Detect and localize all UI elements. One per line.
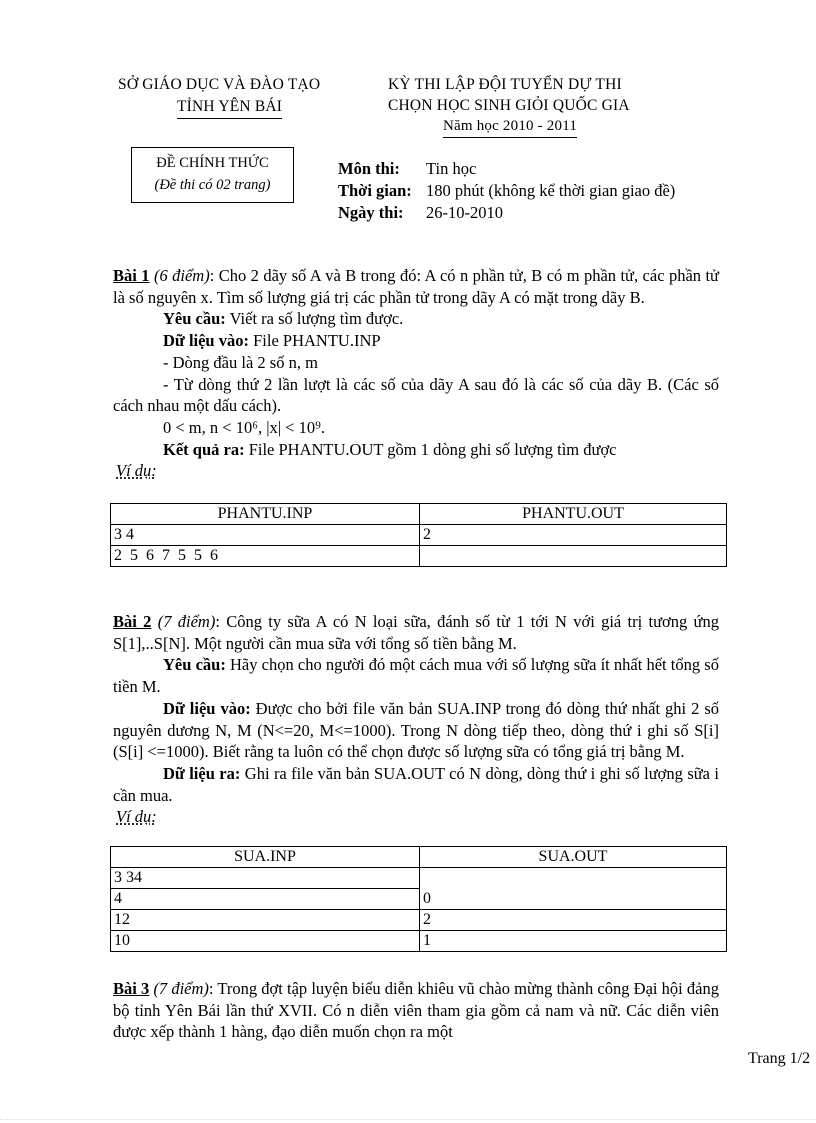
page-bottom-rule [0, 1119, 816, 1120]
time-label: Thời gian: [338, 181, 412, 200]
problem-2-statement: : Công ty sữa A có N loại sữa, đánh số từ 1 tới N với giá trị tương ứng S[1],..S[N]. Một người cần mua sữa với tổng số tiền bằng M. [113, 612, 719, 653]
problem-1-statement: : Cho 2 dãy số A và B trong đó: A có n phần tử, B có m phần tử, các phần tử là số nguyên x. Tìm số lượng giá trị các phần tử trong dãy A có mặt trong dãy B. [113, 266, 719, 307]
subject-row [338, 158, 675, 180]
requirement-text: Hãy chọn cho người đó một cách mua với số lượng sữa ít nhất hết tổng số tiền M. [113, 655, 719, 697]
problem-1-title: Bài 1 [113, 266, 150, 285]
problem-1-requirement [113, 308, 719, 330]
table-cell: 12 [111, 910, 420, 931]
output-text: Ghi ra file văn bản SUA.OUT có N dòng, dòng thứ i ghi số lượng sữa i cần mua. [113, 763, 719, 805]
problem-1-points: (6 điểm) [153, 266, 210, 285]
problem-3-title: Bài 3 [113, 979, 150, 998]
table-row [111, 931, 727, 952]
output-label: Kết quả ra: [163, 439, 245, 459]
requirement-label: Yêu cầu: [163, 655, 226, 675]
exam-title-line1: KỲ THI LẬP ĐỘI TUYỂN DỰ THI [388, 76, 622, 93]
table-row [111, 868, 727, 889]
problem-2-requirement [113, 654, 719, 697]
problem-3-points: (7 điểm) [153, 979, 209, 998]
subject-value: Tin học [426, 159, 477, 178]
table-cell: 2 [420, 525, 727, 546]
table-cell [420, 546, 727, 567]
exam-title-line2: CHỌN HỌC SINH GIỎI QUỐC GIA [388, 97, 630, 114]
problem-1-intro [113, 265, 719, 308]
table-cell: 0 [420, 889, 727, 910]
problem-1-input [113, 330, 719, 352]
table-cell: 3 4 [111, 525, 420, 546]
table-cell: 2 5 6 7 5 5 6 [111, 546, 420, 567]
requirement-label: Yêu cầu: [163, 309, 226, 329]
official-exam-label: ĐỀ CHÍNH THỨC [156, 155, 269, 171]
problem-2-example-label: Ví dụ: [116, 807, 157, 827]
table-cell: 10 [111, 931, 420, 952]
requirement-text: Viết ra số lượng tìm được. [225, 309, 404, 329]
problem-3-intro [113, 978, 719, 1043]
problem-2-output [113, 763, 719, 806]
official-exam-box [131, 147, 294, 203]
problem-2-example-table [110, 846, 727, 952]
table-row [111, 910, 727, 931]
problem-1-output [113, 439, 719, 461]
table-cell: 3 34 [111, 868, 420, 889]
problem-1-constraint: 0 < m, n < 10⁶, |x| < 10⁹. [163, 417, 325, 437]
time-row [338, 180, 675, 202]
output-text: File PHANTU.OUT gồm 1 dòng ghi số lượng tìm được [244, 439, 617, 459]
problem-1-example-label: Ví dụ: [116, 461, 157, 481]
problem-1-input-line1: - Dòng đầu là 2 số n, m [163, 352, 318, 372]
page-number: Trang 1/2 [748, 1050, 811, 1067]
subject-label: Môn thi: [338, 159, 400, 178]
date-row [338, 202, 675, 224]
table-header: SUA.OUT [420, 847, 727, 868]
input-label: Dữ liệu vào: [163, 331, 249, 351]
problem-2 [113, 611, 719, 828]
output-label: Dữ liệu ra: [163, 763, 241, 783]
input-label: Dữ liệu vào: [163, 698, 251, 718]
table-cell: 2 [420, 910, 727, 931]
table-header: PHANTU.INP [111, 504, 420, 525]
problem-2-points: (7 điểm) [157, 612, 216, 631]
school-year: Năm học 2010 - 2011 [443, 118, 577, 138]
exam-info [338, 158, 675, 224]
table-cell: 4 [111, 889, 420, 910]
date-label: Ngày thi: [338, 203, 404, 222]
table-row [111, 546, 727, 567]
problem-2-title: Bài 2 [113, 612, 152, 631]
problem-3 [113, 978, 719, 1043]
table-header: SUA.INP [111, 847, 420, 868]
date-value: 26-10-2010 [426, 203, 503, 222]
table-header-row [111, 847, 727, 868]
problem-3-statement: : Trong đợt tập luyện biểu diễn khiêu vũ chào mừng thành công Đại hội đảng bộ tỉnh Yên Bái lần thứ XVII. Có n diễn viên tham gia gồm cả nam và nữ. Các diễn viên được xếp thành 1 hàng, đạo diễn muốn chọn ra một [113, 979, 719, 1042]
table-cell: 1 [420, 931, 727, 952]
table-row [111, 525, 727, 546]
table-row [111, 889, 727, 910]
time-value: 180 phút (không kể thời gian giao đề) [426, 181, 676, 200]
input-text: File PHANTU.INP [248, 331, 381, 351]
input-text: Được cho bởi file văn bản SUA.INP trong đó dòng thứ nhất ghi 2 số nguyên dương N, M (N<=20, M<=1000). Trong N dòng tiếp theo, dòng thứ i ghi số S[i] (S[i] <=1000). Biết rằng ta luôn có thể chọn được số lượng sữa có tổng giá trị bằng M. [113, 698, 719, 762]
table-header-row [111, 504, 727, 525]
page-count-note: (Đề thi có 02 trang) [154, 177, 271, 193]
school-department: SỞ GIÁO DỤC VÀ ĐÀO TẠO [118, 76, 321, 93]
problem-1 [113, 265, 719, 482]
problem-2-intro [113, 611, 719, 654]
province-name: TỈNH YÊN BÁI [177, 98, 282, 119]
problem-1-input-line2: - Từ dòng thứ 2 lần lượt là các số của dãy A sau đó là các số của dãy B. (Các số cách nhau một dấu cách). [113, 374, 719, 416]
problem-2-input [113, 698, 719, 763]
problem-1-example-table [110, 503, 727, 567]
table-cell [420, 868, 727, 889]
table-header: PHANTU.OUT [420, 504, 727, 525]
